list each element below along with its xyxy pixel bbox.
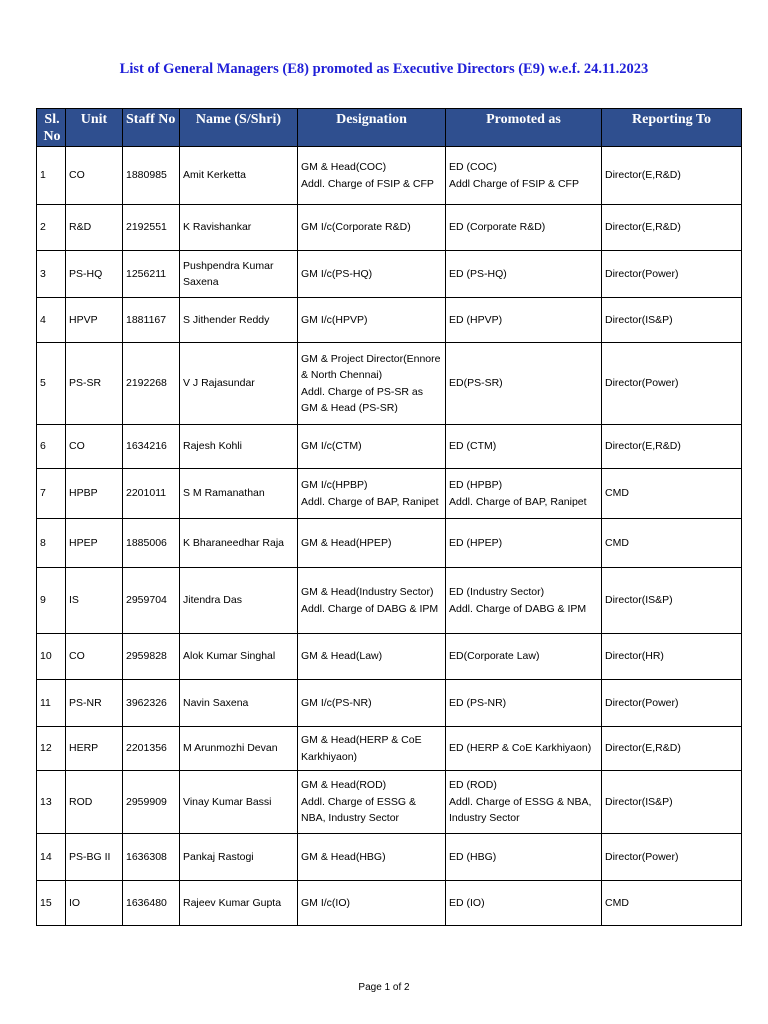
cell-sl: 8 bbox=[37, 519, 66, 568]
cell-name: K Ravishankar bbox=[180, 205, 298, 251]
cell-sl: 15 bbox=[37, 881, 66, 926]
cell-staff-no: 1636480 bbox=[123, 881, 180, 926]
header-reporting-to: Reporting To bbox=[602, 109, 742, 147]
cell-name: Pankaj Rastogi bbox=[180, 834, 298, 881]
cell-name: Jitendra Das bbox=[180, 568, 298, 634]
cell-promoted-as: ED (HERP & CoE Karkhiyaon) bbox=[446, 727, 602, 771]
cell-designation: GM I/c(Corporate R&D) bbox=[298, 205, 446, 251]
cell-reporting-to: Director(IS&P) bbox=[602, 568, 742, 634]
cell-name: S M Ramanathan bbox=[180, 469, 298, 519]
cell-unit: HPBP bbox=[66, 469, 123, 519]
cell-reporting-to: CMD bbox=[602, 469, 742, 519]
cell-sl: 12 bbox=[37, 727, 66, 771]
cell-sl: 11 bbox=[37, 680, 66, 727]
cell-promoted-as: ED (Corporate R&D) bbox=[446, 205, 602, 251]
cell-designation: GM & Project Director(Ennore & North Chennai) Addl. Charge of PS-SR as GM & Head (PS-SR) bbox=[298, 343, 446, 425]
header-sl-no: Sl. No bbox=[37, 109, 66, 147]
cell-promoted-as: ED (COC) Addl Charge of FSIP & CFP bbox=[446, 147, 602, 205]
cell-sl: 10 bbox=[37, 634, 66, 680]
cell-reporting-to: Director(Power) bbox=[602, 343, 742, 425]
table-row bbox=[37, 205, 742, 251]
cell-unit: IS bbox=[66, 568, 123, 634]
cell-unit: CO bbox=[66, 634, 123, 680]
cell-reporting-to: CMD bbox=[602, 881, 742, 926]
cell-unit: HERP bbox=[66, 727, 123, 771]
table-row bbox=[37, 680, 742, 727]
cell-staff-no: 1885006 bbox=[123, 519, 180, 568]
cell-sl: 9 bbox=[37, 568, 66, 634]
cell-designation: GM I/c(HPVP) bbox=[298, 298, 446, 343]
cell-staff-no: 3962326 bbox=[123, 680, 180, 727]
table-row bbox=[37, 881, 742, 926]
cell-name: Alok Kumar Singhal bbox=[180, 634, 298, 680]
cell-promoted-as: ED (HBG) bbox=[446, 834, 602, 881]
cell-promoted-as: ED (CTM) bbox=[446, 425, 602, 469]
table-row bbox=[37, 727, 742, 771]
cell-designation: GM I/c(PS-NR) bbox=[298, 680, 446, 727]
table-body bbox=[37, 147, 742, 926]
table-row bbox=[37, 298, 742, 343]
cell-name: Navin Saxena bbox=[180, 680, 298, 727]
cell-reporting-to: Director(HR) bbox=[602, 634, 742, 680]
cell-unit: PS-HQ bbox=[66, 251, 123, 298]
cell-unit: CO bbox=[66, 147, 123, 205]
cell-designation: GM & Head(Industry Sector) Addl. Charge of DABG & IPM bbox=[298, 568, 446, 634]
cell-staff-no: 1881167 bbox=[123, 298, 180, 343]
cell-name: S Jithender Reddy bbox=[180, 298, 298, 343]
cell-designation: GM I/c(PS-HQ) bbox=[298, 251, 446, 298]
cell-reporting-to: Director(E,R&D) bbox=[602, 147, 742, 205]
cell-unit: CO bbox=[66, 425, 123, 469]
cell-staff-no: 2959828 bbox=[123, 634, 180, 680]
cell-promoted-as: ED (IO) bbox=[446, 881, 602, 926]
cell-promoted-as: ED (ROD) Addl. Charge of ESSG & NBA, Industry Sector bbox=[446, 771, 602, 834]
cell-staff-no: 2201356 bbox=[123, 727, 180, 771]
cell-sl: 5 bbox=[37, 343, 66, 425]
cell-reporting-to: Director(Power) bbox=[602, 680, 742, 727]
cell-name: Rajeev Kumar Gupta bbox=[180, 881, 298, 926]
cell-reporting-to: Director(E,R&D) bbox=[602, 205, 742, 251]
cell-reporting-to: Director(IS&P) bbox=[602, 771, 742, 834]
promotions-table bbox=[36, 108, 742, 926]
header-promoted-as: Promoted as bbox=[446, 109, 602, 147]
cell-designation: GM & Head(HPEP) bbox=[298, 519, 446, 568]
page-title: List of General Managers (E8) promoted as Executive Directors (E9) w.e.f. 24.11.2023 bbox=[119, 61, 649, 77]
cell-promoted-as: ED (HPBP) Addl. Charge of BAP, Ranipet bbox=[446, 469, 602, 519]
cell-staff-no: 1634216 bbox=[123, 425, 180, 469]
table-row bbox=[37, 469, 742, 519]
cell-promoted-as: ED (PS-NR) bbox=[446, 680, 602, 727]
cell-name: V J Rajasundar bbox=[180, 343, 298, 425]
cell-reporting-to: Director(E,R&D) bbox=[602, 727, 742, 771]
table-row bbox=[37, 343, 742, 425]
cell-designation: GM & Head(HERP & CoE Karkhiyaon) bbox=[298, 727, 446, 771]
table-row bbox=[37, 634, 742, 680]
cell-designation: GM I/c(IO) bbox=[298, 881, 446, 926]
header-unit: Unit bbox=[66, 109, 123, 147]
cell-designation: GM & Head(Law) bbox=[298, 634, 446, 680]
table-row bbox=[37, 568, 742, 634]
cell-name: Rajesh Kohli bbox=[180, 425, 298, 469]
table-row bbox=[37, 425, 742, 469]
table-row bbox=[37, 771, 742, 834]
cell-name: K Bharaneedhar Raja bbox=[180, 519, 298, 568]
cell-unit: PS-BG II bbox=[66, 834, 123, 881]
cell-promoted-as: ED (HPVP) bbox=[446, 298, 602, 343]
cell-designation: GM I/c(CTM) bbox=[298, 425, 446, 469]
cell-staff-no: 1880985 bbox=[123, 147, 180, 205]
cell-promoted-as: ED (PS-HQ) bbox=[446, 251, 602, 298]
cell-promoted-as: ED (Industry Sector) Addl. Charge of DABG & IPM bbox=[446, 568, 602, 634]
cell-sl: 3 bbox=[37, 251, 66, 298]
header-row bbox=[37, 109, 742, 147]
cell-sl: 2 bbox=[37, 205, 66, 251]
cell-sl: 4 bbox=[37, 298, 66, 343]
cell-reporting-to: Director(Power) bbox=[602, 834, 742, 881]
cell-name: Amit Kerketta bbox=[180, 147, 298, 205]
cell-name: Vinay Kumar Bassi bbox=[180, 771, 298, 834]
cell-reporting-to: Director(Power) bbox=[602, 251, 742, 298]
cell-unit: IO bbox=[66, 881, 123, 926]
cell-designation: GM & Head(ROD) Addl. Charge of ESSG & NBA, Industry Sector bbox=[298, 771, 446, 834]
cell-promoted-as: ED (HPEP) bbox=[446, 519, 602, 568]
cell-staff-no: 2959704 bbox=[123, 568, 180, 634]
cell-designation: GM & Head(HBG) bbox=[298, 834, 446, 881]
header-designation: Designation bbox=[298, 109, 446, 147]
cell-staff-no: 2959909 bbox=[123, 771, 180, 834]
cell-name: Pushpendra Kumar Saxena bbox=[180, 251, 298, 298]
cell-unit: ROD bbox=[66, 771, 123, 834]
cell-staff-no: 2192551 bbox=[123, 205, 180, 251]
cell-unit: HPEP bbox=[66, 519, 123, 568]
cell-reporting-to: Director(E,R&D) bbox=[602, 425, 742, 469]
page-footer: Page 1 of 2 bbox=[358, 982, 410, 993]
cell-sl: 6 bbox=[37, 425, 66, 469]
cell-sl: 1 bbox=[37, 147, 66, 205]
cell-promoted-as: ED(PS-SR) bbox=[446, 343, 602, 425]
header-name: Name (S/Shri) bbox=[180, 109, 298, 147]
cell-reporting-to: Director(IS&P) bbox=[602, 298, 742, 343]
cell-staff-no: 1256211 bbox=[123, 251, 180, 298]
cell-staff-no: 2192268 bbox=[123, 343, 180, 425]
cell-unit: HPVP bbox=[66, 298, 123, 343]
header-staff-no: Staff No bbox=[123, 109, 180, 147]
table-row bbox=[37, 519, 742, 568]
cell-sl: 14 bbox=[37, 834, 66, 881]
cell-unit: R&D bbox=[66, 205, 123, 251]
cell-unit: PS-SR bbox=[66, 343, 123, 425]
table-row bbox=[37, 834, 742, 881]
cell-designation: GM & Head(COC) Addl. Charge of FSIP & CFP bbox=[298, 147, 446, 205]
cell-staff-no: 2201011 bbox=[123, 469, 180, 519]
cell-staff-no: 1636308 bbox=[123, 834, 180, 881]
cell-designation: GM I/c(HPBP) Addl. Charge of BAP, Ranipet bbox=[298, 469, 446, 519]
cell-unit: PS-NR bbox=[66, 680, 123, 727]
table-row bbox=[37, 251, 742, 298]
cell-reporting-to: CMD bbox=[602, 519, 742, 568]
cell-promoted-as: ED(Corporate Law) bbox=[446, 634, 602, 680]
cell-sl: 7 bbox=[37, 469, 66, 519]
cell-name: M Arunmozhi Devan bbox=[180, 727, 298, 771]
table-row bbox=[37, 147, 742, 205]
cell-sl: 13 bbox=[37, 771, 66, 834]
